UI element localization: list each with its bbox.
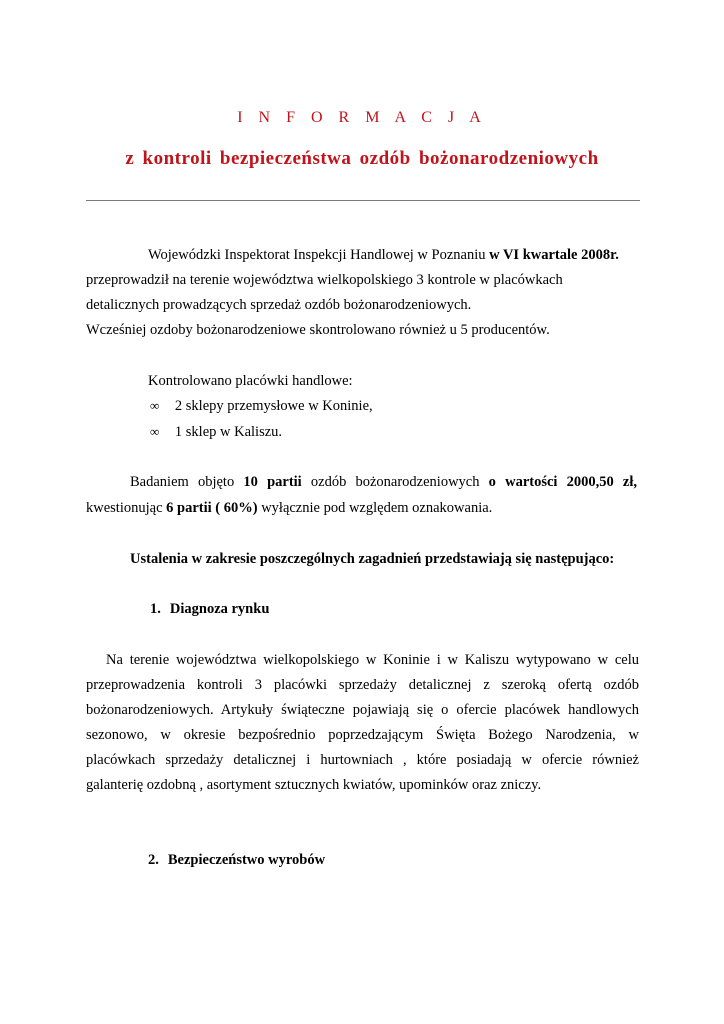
section-1-line: bożonarodzeniowych. Artykuły świąteczne pojawiają się o ofercie placówek handlowych	[86, 702, 639, 718]
infinity-bullet-icon: ∞	[150, 398, 160, 413]
findings-heading: Ustalenia w zakresie poszczególnych zagadnień przedstawiają się następująco:	[130, 551, 615, 567]
list-item	[150, 424, 282, 441]
section-1-line: galanterię ozdobną , asortyment sztucznych kwiatów, upominków oraz zniczy.	[86, 777, 542, 793]
intro-line-1	[148, 247, 619, 264]
scope-text: Badaniem objęto	[130, 474, 244, 490]
intro-period: w VI kwartale 2008r.	[489, 247, 619, 263]
list-item-text: 2 sklepy przemysłowe w Koninie,	[174, 398, 373, 414]
intro-text: Wojewódzki Inspektorat Inspekcji Handlowej w Poznaniu	[148, 247, 490, 263]
scope-batches: 10 partii	[243, 474, 302, 490]
section-1-line: placówkach sprzedaży detalicznej i hurtowniach , które posiadają w ofercie również	[86, 752, 639, 768]
scope-text: ozdób bożonarodzeniowych	[301, 474, 489, 490]
intro-line-3: detalicznych prowadzących sprzedaż ozdób bożonarodzeniowych.	[86, 297, 472, 313]
scope-questioned: 6 partii ( 60%)	[166, 500, 258, 516]
document-title: I N F O R M A C J A	[237, 109, 487, 126]
section-1-line: przeprowadzenia kontroli 3 placówki sprzedaży detalicznej z szeroką ofertą ozdób	[86, 677, 639, 693]
section-1-heading	[150, 601, 269, 618]
section-title: Diagnoza rynku	[169, 601, 270, 617]
section-number: 1.	[150, 601, 161, 617]
intro-line-2: przeprowadził na terenie województwa wielkopolskiego 3 kontrole w placówkach	[86, 272, 563, 288]
scope-line-2	[86, 500, 492, 517]
list-item-text: 1 sklep w Kaliszu.	[174, 424, 283, 440]
scope-text: kwestionując	[86, 500, 167, 516]
intro-line-4: Wcześniej ozdoby bożonarodzeniowe skontrolowano również u 5 producentów.	[86, 322, 550, 338]
section-1-line: Na terenie województwa wielkopolskiego w Koninie i w Kaliszu wytypowano w celu	[106, 652, 639, 668]
scope-value: o wartości 2000,50 zł,	[488, 474, 638, 490]
outlets-heading: Kontrolowano placówki handlowe:	[148, 373, 353, 389]
section-number: 2.	[148, 852, 159, 868]
section-title: Bezpieczeństwo wyrobów	[167, 852, 326, 868]
section-2-heading	[148, 852, 325, 869]
list-item	[150, 398, 373, 415]
document-subtitle: z kontroli bezpieczeństwa ozdób bożonarodzeniowych	[125, 148, 599, 169]
scope-text: wyłącznie pod względem oznakowania.	[257, 500, 493, 516]
infinity-bullet-icon: ∞	[150, 424, 160, 439]
section-1-line: sezonowo, w okresie bezpośrednio poprzedzającym Święta Bożego Narodzenia, w	[86, 727, 639, 743]
title-divider	[86, 200, 640, 201]
scope-line-1	[130, 474, 637, 491]
